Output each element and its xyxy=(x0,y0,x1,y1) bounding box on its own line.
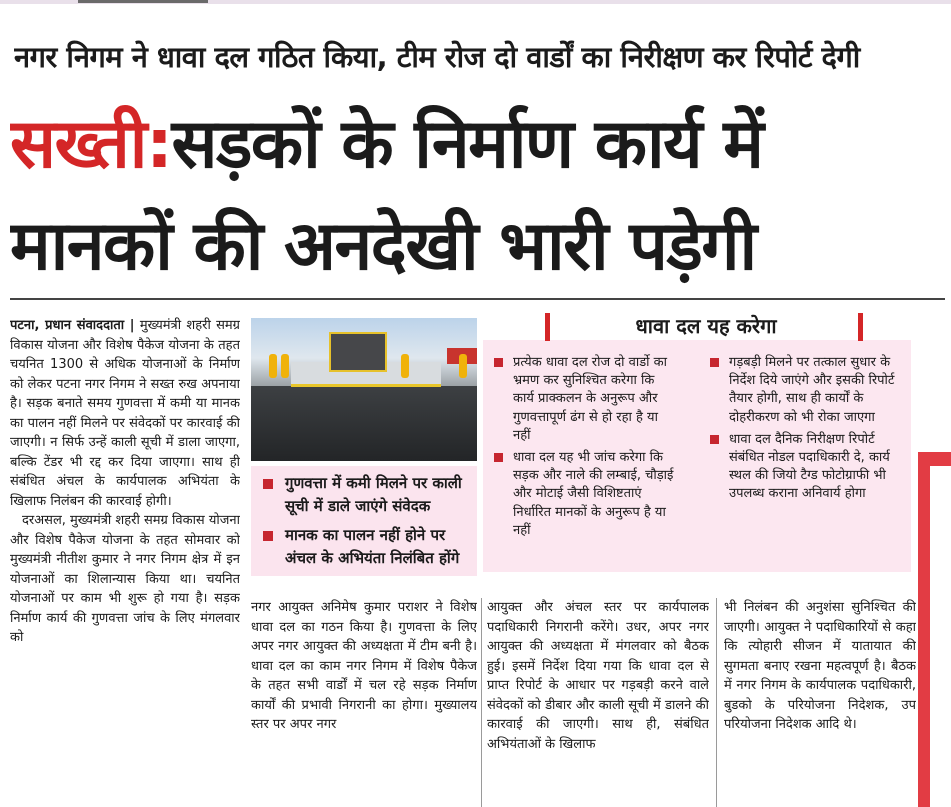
box-title-right-bar xyxy=(858,313,863,341)
photo-worker xyxy=(401,354,409,378)
headline-line-2: मानकों की अनदेखी भारी पड़ेगी xyxy=(10,207,756,286)
top-color-band xyxy=(0,0,951,4)
bullet-square-icon xyxy=(710,435,719,444)
photo-worker xyxy=(459,354,467,378)
caption-item-text: मानक का पालन नहीं होने पर अंचल के अभियंता निलंबित होंगे xyxy=(285,526,460,567)
photo-worker xyxy=(269,354,277,378)
caption-item-text: गुणवत्ता में कमी मिलने पर काली सूची में डाले जाएंगे संवेदक xyxy=(285,474,462,515)
info-box-right-column xyxy=(707,354,895,508)
info-box-item xyxy=(491,354,679,445)
info-box-item xyxy=(707,354,895,427)
info-box-item-text: धावा दल दैनिक निरीक्षण रिपोर्ट संबंधित नोडल पदाधिकारी दे, कार्य स्थल की जियो टैग्ड फोटोग्राफी भी उपलब्ध कराना अनिवार्य होगा xyxy=(729,431,890,502)
article-column-4 xyxy=(724,598,916,807)
headline-red-word: सख्ती: xyxy=(10,105,172,184)
bullet-square-icon xyxy=(263,531,273,541)
top-dark-strip xyxy=(78,0,208,3)
headline-line-1-text: सड़कों के निर्माण कार्य में xyxy=(171,105,763,184)
photo-caption-box xyxy=(251,466,477,576)
column-2-text: नगर आयुक्त अनिमेष कुमार पराशर ने विशेष धावा दल का गठन किया है। गुणवत्ता के लिए अपर नगर आयुक्त की अध्यक्षता में टीम बनी है। धावा दल का काम नगर निगम में विशेष पैकेज के तहत सभी वार्डों में चल रहे सड़क निर्माण कार्यों की प्रभावी निगरानी का होगा। मुख्यालय स्तर पर अपर नगर xyxy=(251,600,477,732)
headline-line-1 xyxy=(10,100,945,190)
info-box xyxy=(483,340,911,572)
column-rule xyxy=(481,598,482,807)
info-box-item-text: प्रत्येक धावा दल रोज दो वार्डो का भ्रमण कर सुनिश्चित करेगा कि कार्य प्राक्कलन के अनुरूप और गुणवत्तापूर्ण ढंग से हो रहा है या नहीं xyxy=(513,355,668,443)
article-column-1 xyxy=(10,316,240,807)
caption-item xyxy=(257,472,471,518)
bullet-square-icon xyxy=(263,479,273,489)
info-box-left-column xyxy=(491,354,679,544)
info-box-item xyxy=(707,431,895,504)
info-box-item-text: धावा दल यह भी जांच करेगा कि सड़क और नाले की लम्बाई, चौड़ाई और मोटाई जैसी विशिष्टताएं निर्धारित मानकों के अनुरूप है या नहीं xyxy=(513,450,674,538)
column-rule xyxy=(716,598,717,807)
bullet-square-icon xyxy=(494,358,503,367)
photo-worker xyxy=(281,354,289,378)
article-column-2 xyxy=(251,598,477,807)
bullet-square-icon xyxy=(494,453,503,462)
info-box-title: धावा दल यह करेगा xyxy=(635,314,777,338)
adjacent-article-strip xyxy=(918,452,951,807)
photo-paver-cabin xyxy=(329,332,387,372)
info-box-item-text: गड़बड़ी मिलने पर तत्काल सुधार के निर्देश दिये जाएंगे और इसकी रिपोर्ट तैयार होगी, साथ ही कार्यों के दोहरीकरण को भी रोका जाएगा xyxy=(729,355,895,425)
caption-item xyxy=(257,524,471,570)
dateline: पटना, प्रधान संवाददाता | xyxy=(10,318,135,333)
road-construction-photo xyxy=(251,318,477,461)
article-column-3 xyxy=(487,598,709,807)
column-4-text: भी निलंबन की अनुशंसा सुनिश्चित की जाएगी। आयुक्त ने पदाधिकारियों से कहा कि त्योहारी सीजन में यातायात की सुगमता बनाए रखना महत्वपूर्ण है। बैठक में नगर निगम के कार्यपालक पदाधिकारी, बुडको के परियोजना निदेशक, उप परियोजना निदेशक आदि थे। xyxy=(724,600,916,732)
bullet-square-icon xyxy=(710,358,719,367)
kicker-headline: नगर निगम ने धावा दल गठित किया, टीम रोज दो वार्डों का निरीक्षण कर रिपोर्ट देगी xyxy=(14,40,860,74)
info-box-item xyxy=(491,449,679,540)
column-1-paragraph-2: दरअसल, मुख्यमंत्री शहरी समग्र विकास योजना और विशेष पैकेज योजना के तहत सोमवार को मुख्यमंत्री नीतीश कुमार ने नगर निगम क्षेत्र में इन योजनाओं का शिलान्यास किया था। चयनित योजनाओं पर काम भी शुरू हो गया है। सड़क निर्माण कार्य की गुणवत्ता जांच के लिए मंगलवार को xyxy=(10,513,240,645)
adjacent-article-panel xyxy=(930,466,951,807)
column-1-paragraph-1 xyxy=(10,316,240,511)
column-1-paragraph-1-text: मुख्यमंत्री शहरी समग्र विकास योजना और विशेष पैकेज योजना के तहत चयनित 1300 से अधिक योजनाओं के निर्माण को लेकर पटना नगर निगम ने सख्त रुख अपनाया है। सड़क बनाते समय गुणवत्ता में कमी या मानक का पालन नहीं मिलने पर संवेदकों पर कारवाई की जाएगी। न सिर्फ उन्हें काली सूची में डाला जाएगा, बल्कि टेंडर भी रद्द कर दिया जाएगा। साथ ही संबंधित अंचल के कार्यपालक अभियंता के खिलाफ निलंबन की कारवाई होगी। xyxy=(10,318,240,509)
photo-road-surface xyxy=(251,386,477,461)
column-3-text: आयुक्त और अंचल स्तर पर कार्यपालक पदाधिकारी निगरानी करेंगे। उधर, अपर नगर आयुक्त की अध्यक्षता में मंगलवार को बैठक हुई। इसमें निर्देश दिया गया कि धावा दल से प्राप्त रिपोर्ट के आधार पर गड़बड़ी करने वाले संवेदकों को डीबार और काली सूची में डालने की कारवाई की जाएगी। साथ ही, संबंधित अभियंताओं के खिलाफ xyxy=(487,600,709,752)
headline-separator xyxy=(10,298,945,300)
